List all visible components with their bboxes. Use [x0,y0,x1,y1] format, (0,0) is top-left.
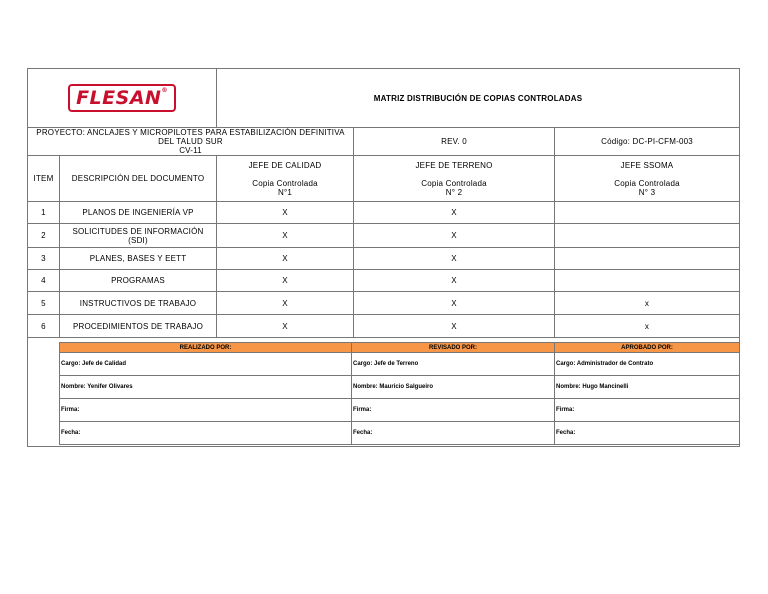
firma-field: Firma: [555,399,740,422]
document-sheet [27,68,739,338]
fecha-field: Fecha: [352,422,555,445]
table-row: 2 SOLICITUDES DE INFORMACIÓN (SDI) X X [28,224,740,248]
col-item-header: ITEM [28,156,60,202]
nombre-field: Nombre: Hugo Mancinelli [555,376,740,399]
logo-cell [28,69,217,128]
aprobado-header: APROBADO POR: [555,343,740,353]
table-row: 3 PLANES, BASES Y EETT X X [28,248,740,270]
cargo-field: Cargo: Jefe de Terreno [352,353,555,376]
col-copy-3-header: JEFE SSOMA Copia Controlada N° 3 [555,156,740,202]
table-row: 6 PROCEDIMIENTOS DE TRABAJO X X x [28,315,740,338]
sheet-border-left [27,331,28,447]
nombre-field: Nombre: Yenifer Olivares [60,376,352,399]
document-code: Código: DC-PI-CFM-003 [555,128,740,156]
project-name: PROYECTO: ANCLAJES Y MICROPILOTES PARA ESTABILIZACIÓN DEFINITIVA DEL TALUD SUR CV-11 [28,128,354,156]
distribution-matrix [27,68,740,338]
firma-field: Firma: [352,399,555,422]
revisado-header: REVISADO POR: [352,343,555,353]
sheet-border-bottom [27,446,740,447]
firma-field: Firma: [60,399,352,422]
col-description-header: DESCRIPCIÓN DEL DOCUMENTO [60,156,217,202]
realizado-header: REALIZADO POR: [60,343,352,353]
table-row: 1 PLANOS DE INGENIERÍA VP X X [28,202,740,224]
signature-table [59,342,740,445]
document-title: MATRIZ DISTRIBUCIÓN DE COPIAS CONTROLADAS [217,69,740,128]
fecha-field: Fecha: [555,422,740,445]
col-copy-2-header: JEFE DE TERRENO Copia Controlada N° 2 [354,156,555,202]
revision: REV. 0 [354,128,555,156]
nombre-field: Nombre: Mauricio Salgueiro [352,376,555,399]
cargo-field: Cargo: Administrador de Contrato [555,353,740,376]
fecha-field: Fecha: [60,422,352,445]
table-row: 5 INSTRUCTIVOS DE TRABAJO X X x [28,292,740,315]
cargo-field: Cargo: Jefe de Calidad [60,353,352,376]
table-row: 4 PROGRAMAS X X [28,270,740,292]
col-copy-1-header: JEFE DE CALIDAD Copia Controlada N°1 [217,156,354,202]
flesan-logo: FLESAN® [68,84,176,112]
